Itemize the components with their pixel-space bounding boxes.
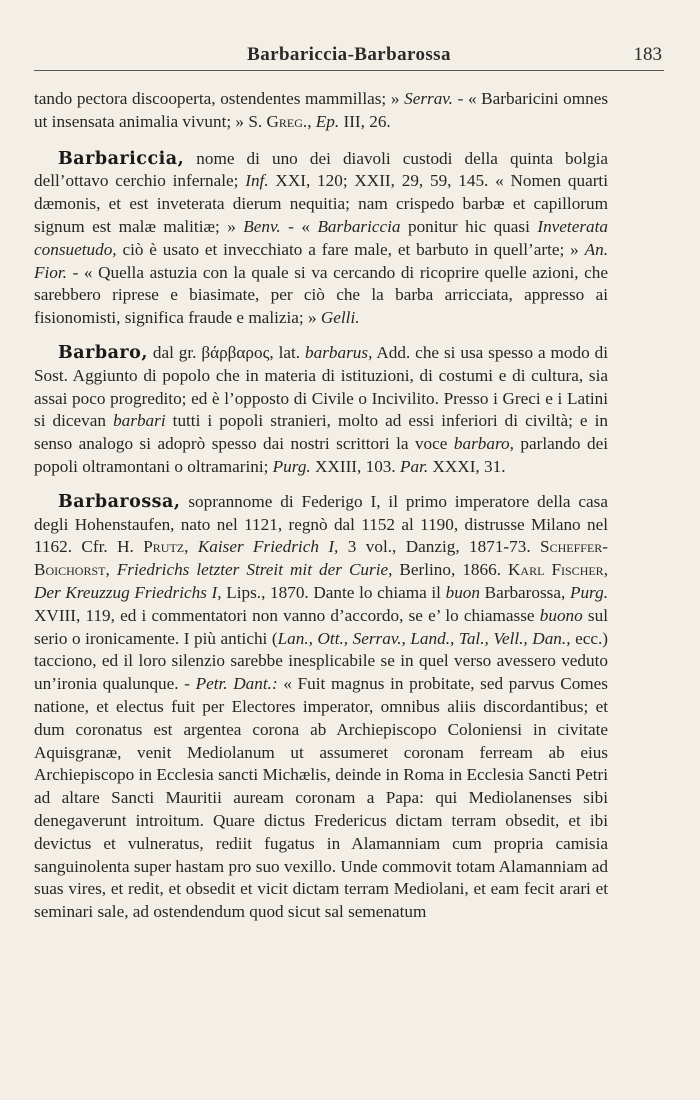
text-run: , [307,111,316,131]
italic-term: buon [445,582,480,602]
source-ref: Petr. Dant.: [195,674,278,694]
book-title: Friedrichs letzter Streit mit der Curie, [116,560,393,580]
headword: Barbariccia, [58,148,185,169]
running-title: Barbariccia-Barbarossa [247,44,451,65]
text-run: tando pectora discooperta, ostendentes mammillas; » [34,89,400,108]
author-name: Scheffer-Boichorst [34,537,609,580]
work-ref: Inf. [245,171,269,191]
text-run: tutti i popoli stranieri, molto ad essi inferiori di civiltà; e in senso analogo si adoprò spesso dai nostri scrittori la voce [34,411,608,454]
text-run: XVIII, 119, ed i commentatori non vanno d’accordo, se e’ lo chiamasse [34,605,540,625]
work-ref: Ep. [315,111,340,131]
text-run: Barbarossa, [479,582,570,602]
text-run: - « Barbaricini omnes ut insensata animalia vivunt; » S. [34,89,609,131]
text-run: XXXI, 31. [428,456,506,476]
page-body [34,88,608,936]
text-run: , [603,560,608,580]
entry-barbaro [34,342,608,479]
text-run: Add. che si usa spesso a modo di Sost. Aggiunto di popolo che in materia di istituzioni, di costumi e di cultura, sia assai poco progredito; ed è l’opposto di Civile o Incivilito. Presso i Greci e i Latini si dicevan [34,342,608,431]
italic-term: barbaro, [453,434,514,454]
source-ref: Serrav. [404,89,453,108]
italic-term: buono [539,605,583,625]
source-ref: Benv. [243,216,281,236]
text-run: nome di uno dei diavoli custodi della quinta bolgia dell’ottavo cerchio infernale; [34,148,608,191]
headword: Barbaro, [58,342,148,363]
text-run: , [105,560,117,580]
text-run: III, 26. [339,111,391,131]
text-run: soprannome di Federigo I, il primo imperatore della casa degli Hohenstaufen, nato nel 1121, regnò dal 1152 al 1190, distrusse Milano nel 1162. Cfr. H. [34,491,608,557]
text-run: XXI, 120; XXII, 29, 59, 145. « Nomen quarti dæmonis, et est inveterata dierum nequitia; nam crispedo barbæ et capillorum signum est malæ malitiæ; » [34,171,608,236]
entry-barbarossa [34,491,608,924]
author-name: Prutz [143,537,185,557]
book-title: Kaiser Friedrich I, [197,537,339,557]
italic-term: barbarus, [305,342,373,362]
headword: Barbarossa, [58,491,181,512]
italic-term: Inveterata consuetudo, [34,216,608,259]
entry-barbariccia [34,148,608,330]
work-ref: Purg. [272,456,311,476]
text-run: dal gr. βάρβαρος, lat. [147,342,306,362]
text-run: sul serio o ironicamente. I più antichi ( [34,605,608,648]
text-run: 3 vol., Danzig, 1871-73. [338,537,541,557]
source-ref: Gelli. [320,308,360,328]
text-run: Berlino, 1866. [392,560,509,580]
source-ref: Greg. [266,111,308,131]
author-name: Karl Fischer [508,560,604,580]
continuation-paragraph [34,88,608,134]
page-number: 183 [633,44,662,65]
text-run: ecc.) tacciono, ed il loro silenzio sarebbe inesplicabile se in quel verso avessero veduto un’ironia qualunque. - [34,628,608,694]
running-head [34,40,664,71]
text-run: Lips., 1870. Dante lo chiama il [221,582,446,602]
book-title: Der Kreuzzug Friedrichs I, [34,582,222,602]
text-run: ponitur hic quasi [400,216,538,236]
work-ref: Par. [399,456,429,476]
source-list: Lan., Ott., Serrav., Land., Tal., Vell., Dan., [277,628,571,648]
text-run: , [184,537,198,557]
text-run: - « [280,216,318,236]
text-run: « Fuit magnus in probitate, sed parvus Comes natione, et electus fuit per Electores imperator, omnibus aliis discordantibus; et dum coronatus est argentea corona ab Archiepiscopo Coloniensi in civitate Aquisgranæ, venit Mediolanum ut assumeret coronam ferream ab eius Archiepiscopo in Ecclesia sancti Michælis, deinde in Roma in Ecclesia Sancti Petri ad altare Sancti Mauritii auream coronam a Papa: qui Mediolanenses sibi denegaverunt introitum. Quare dictus Fredericus dictam terram obsedit, et ibi devictus et vulneratus, rediit fugatus in Alamanniam cum propria camisia sanguinolenta super hastam pro suo vexillo. Unde commovit totam Alamanniam ad suas vires, et redit, et obsedit et vicit dictam terram Mediolani, et eam fecit arari et seminari sale, ad ostendendum quod sicut sal semenatum [34,674,608,922]
text-run: XXIII, 103. [310,456,400,476]
work-ref: Purg. [569,582,608,602]
text-run: ciò è usato et invecchiato a fare male, et barbuto in quell’arte; » [116,239,585,259]
italic-term: Barbariccia [317,216,401,236]
text-run: - « Quella astuzia con la quale si va cercando di ricoprire quelle azioni, che sarebbero riprese e biasimate, per ciò che la barba arricciata, appresso ai fisionomisti, significa fraude e malizia; » [34,262,608,328]
italic-term: barbari [113,411,166,431]
text-run: parlando dei popoli oltramontani o oltramarini; [34,434,608,476]
source-ref: An. Fior. [34,239,608,282]
